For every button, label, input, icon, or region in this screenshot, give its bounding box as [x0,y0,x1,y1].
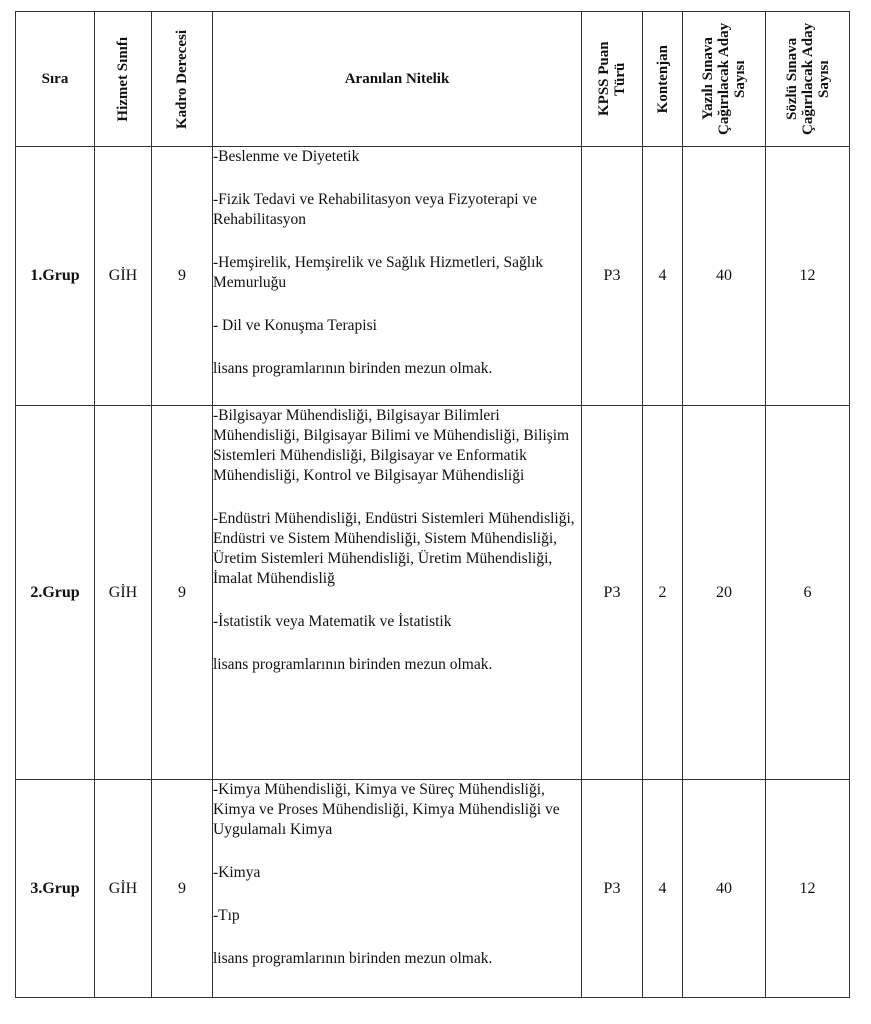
nitelik-line: -Kimya [213,864,261,881]
cell-kadro-derecesi: 9 [152,147,213,406]
cell-kontenjan: 4 [643,780,683,998]
header-kontenjan-text: Kontenjan [654,44,671,114]
header-row [16,12,850,147]
cell-kadro-derecesi: 9 [152,406,213,780]
header-yazili-sinav [683,12,766,147]
table-row [16,147,850,406]
nitelik-line: lisans programlarının birinden mezun olmak. [213,950,493,967]
cell-yazili: 40 [683,780,766,998]
header-sozlu-sinav [766,12,850,147]
cell-sira: 1.Grup [16,147,95,406]
cell-kpss: P3 [582,406,643,780]
header-kadro-derecesi-text: Kadro Derecesi [174,29,190,129]
header-kpss-puan-turu [582,12,643,147]
header-hizmet-sinifi-text: Hizmet Sınıfı [115,36,131,122]
nitelik-line: -Kimya Mühendisliği, Kimya ve Süreç Mühendisliği, Kimya ve Proses Mühendisliği, Kimya Mühendisliği ve Uygulamalı Kimya [213,781,560,838]
header-hizmet-sinifi [95,12,152,147]
nitelik-line: lisans programlarının birinden mezun olmak. [213,656,493,673]
nitelik-line: -İstatistik veya Matematik ve İstatistik [213,613,452,630]
cell-kpss: P3 [582,147,643,406]
header-sira: Sıra [16,12,95,147]
header-kpss-puan-turu-text: KPSS Puan Türü [596,41,628,117]
positions-table [15,11,850,998]
cell-hizmet-sinifi: GİH [95,780,152,998]
nitelik-line: -Tıp [213,907,240,924]
cell-yazili: 20 [683,406,766,780]
cell-kontenjan: 4 [643,147,683,406]
cell-kontenjan: 2 [643,406,683,780]
cell-sozlu: 12 [766,147,850,406]
cell-sira: 2.Grup [16,406,95,780]
cell-hizmet-sinifi: GİH [95,147,152,406]
nitelik-line: -Bilgisayar Mühendisliği, Bilgisayar Bilimleri Mühendisliği, Bilgisayar Bilimi ve Mühendisliği, Bilişim Sistemleri Mühendisliği, Bilgisayar ve Enformatik Mühendisliği, Kontrol ve Bilgisayar Mühendisliği [213,407,570,484]
header-kontenjan [643,12,683,147]
nitelik-line: -Endüstri Mühendisliği, Endüstri Sistemleri Mühendisliği, Endüstri ve Sistem Mühendisliği, Sistem Mühendisliği, Üretim Sistemleri Mühendisliği, Üretim Mühendisliği, İmalat Mühendisliğ [213,510,575,587]
nitelik-line: -Beslenme ve Diyetetik [213,148,360,165]
header-yazili-sinav-text: Yazılı Sınava Çağırılacak Aday Sayısı [700,22,748,136]
cell-kadro-derecesi: 9 [152,780,213,998]
cell-sira: 3.Grup [16,780,95,998]
nitelik-line: -Fizik Tedavi ve Rehabilitasyon veya Fizyoterapi ve Rehabilitasyon [213,191,538,228]
cell-nitelik [213,147,582,406]
nitelik-line: - Dil ve Konuşma Terapisi [213,317,377,334]
nitelik-line: -Hemşirelik, Hemşirelik ve Sağlık Hizmetleri, Sağlık Memurluğu [213,254,544,291]
cell-nitelik [213,406,582,780]
cell-hizmet-sinifi: GİH [95,406,152,780]
cell-kpss: P3 [582,780,643,998]
header-kadro-derecesi [152,12,213,147]
nitelik-line: lisans programlarının birinden mezun olmak. [213,360,493,377]
header-sozlu-sinav-text: Sözlü Sınava Çağırılacak Aday Sayısı [783,22,832,136]
cell-sozlu: 12 [766,780,850,998]
table-row [16,780,850,998]
cell-yazili: 40 [683,147,766,406]
header-aranilan-nitelik: Aranılan Nitelik [213,12,582,147]
table-row [16,406,850,780]
cell-nitelik [213,780,582,998]
cell-sozlu: 6 [766,406,850,780]
